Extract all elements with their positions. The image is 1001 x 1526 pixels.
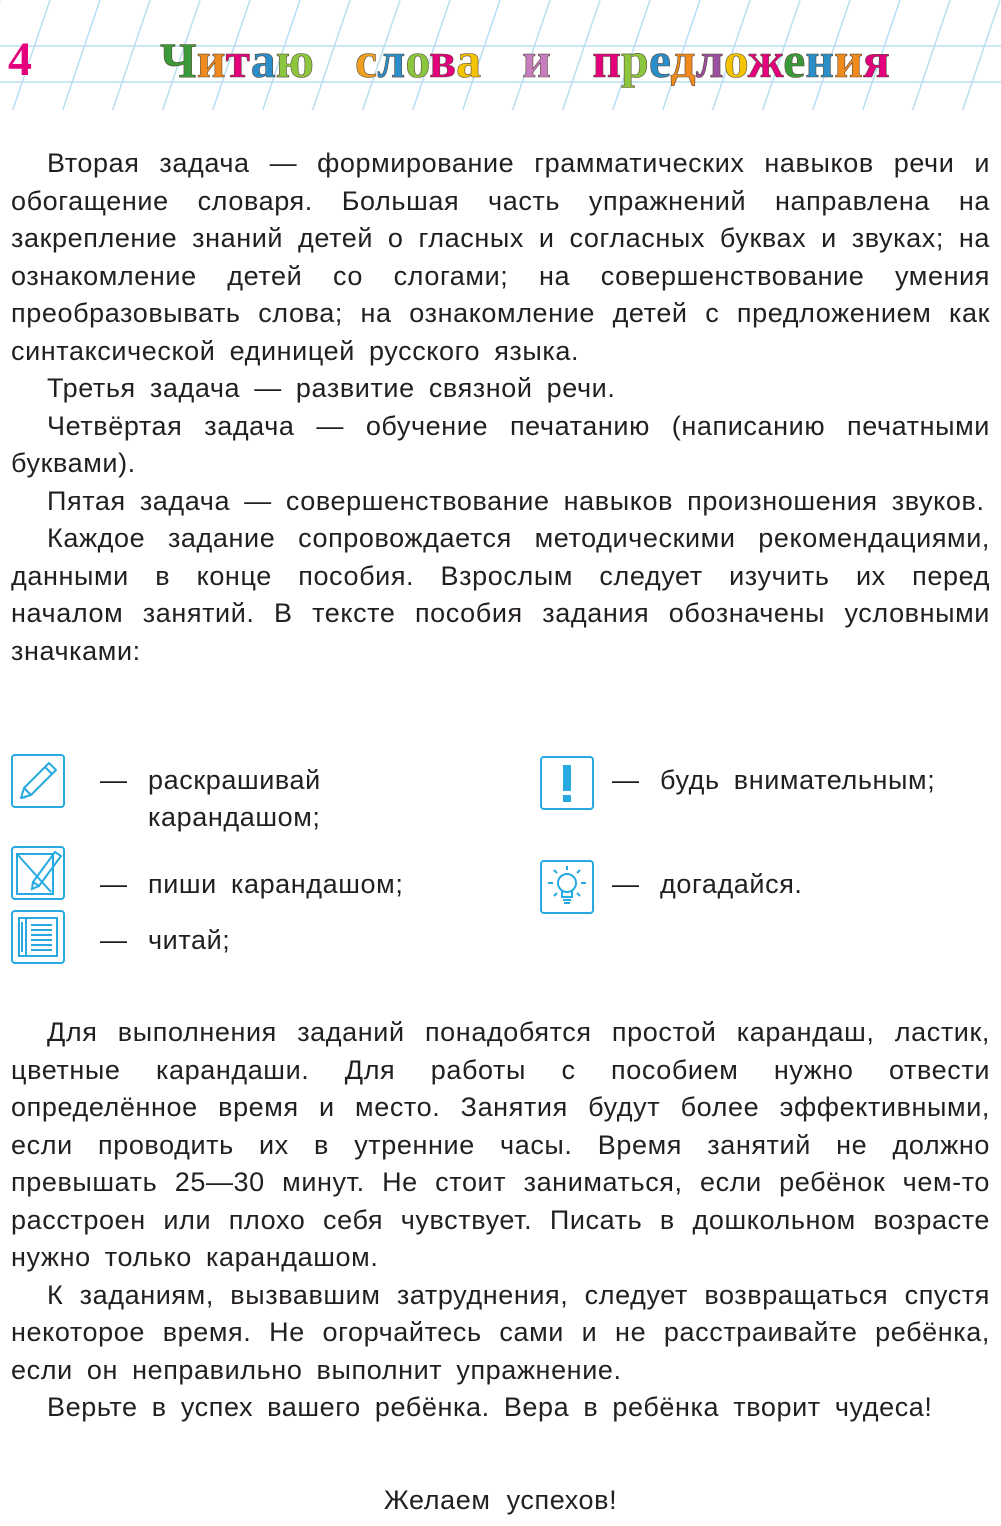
title-word — [355, 30, 481, 90]
title-letter: е — [783, 32, 806, 88]
title-letter: д — [670, 32, 696, 88]
legend-label: читай; — [148, 925, 231, 955]
title-letter: о — [405, 32, 430, 88]
paragraph: Каждое задание сопровождается методическими рекомендациями, данными в конце пособия. Взрослым следует изучить их перед началом занятий. В тексте пособия задания обозначены условными значками: — [11, 523, 990, 666]
page-number: 4 — [8, 33, 32, 86]
title-letter: л — [695, 32, 724, 88]
legend-dash: — — [612, 765, 639, 795]
page-title — [160, 30, 890, 90]
legend-label: раскрашивай — [148, 765, 321, 795]
title-letter: и — [196, 32, 226, 88]
title-letter: н — [805, 32, 835, 88]
legend-dash: — — [100, 869, 127, 899]
page-header — [0, 0, 1001, 110]
title-word — [160, 30, 314, 90]
icon-legend — [0, 748, 1001, 978]
paragraph: Вторая задача — формирование грамматических навыков речи и обогащение словаря. Большая часть упражнений направлена на закрепление знаний детей о гласных и согласных буквах и звуках; на ознакомление детей со слогами; на совершенствование умения преобразовывать слова; на ознакомление детей с предложением как синтаксической единицей русского языка. — [11, 148, 990, 366]
legend-dash: — — [100, 925, 127, 955]
title-letter: п — [592, 32, 621, 88]
title-letter: а — [456, 32, 482, 88]
exclamation-icon — [540, 756, 594, 810]
legend-label: будь внимательным; — [660, 765, 936, 795]
write-icon — [11, 846, 65, 900]
lightbulb-icon — [540, 860, 594, 914]
paragraph: Верьте в успех вашего ребёнка. Вера в ребёнка творит чудеса! — [47, 1392, 933, 1422]
paragraph: Третья задача — развитие связной речи. — [47, 373, 616, 403]
paragraph: Для выполнения заданий понадобятся простой карандаш, ластик, цветные карандаши. Для работы с пособием нужно отвести определённое время и место. Занятия будут более эффективными, если проводить их в утренние часы. Время занятий не должно превышать 25—30 минут. Не стоит заниматься, если ребёнок чем-то расстроен или плохо себя чувствует. Писать в дошкольном возрасте нужно только карандашом. — [11, 1017, 990, 1272]
paragraph: Пятая задача — совершенствование навыков произношения звуков. — [47, 485, 985, 516]
book-icon — [11, 910, 65, 964]
legend-dash: — — [612, 869, 639, 899]
title-word — [522, 30, 551, 90]
legend-label: догадайся. — [660, 869, 803, 899]
title-letter: ж — [747, 32, 784, 88]
title-letter: и — [522, 32, 552, 88]
paragraph: К заданиям, вызвавшим затруднения, следует возвращаться спустя некоторое время. Не огорчайтесь сами и не расстраивайте ребёнка, если он неправильно выполнит упражнение. — [11, 1279, 990, 1385]
title-letter: е — [648, 32, 671, 88]
title-letter: а — [250, 32, 276, 88]
title-letter: л — [377, 32, 406, 88]
title-letter: Ч — [160, 32, 197, 88]
intro-text — [11, 145, 990, 670]
paragraph: Четвёртая задача — обучение печатанию (написанию печатными буквами). — [11, 410, 990, 478]
title-letter: о — [723, 32, 748, 88]
pencil-icon — [11, 754, 65, 808]
title-letter: т — [225, 32, 251, 88]
title-letter: я — [862, 32, 890, 88]
legend-label: карандашом; — [148, 802, 321, 832]
title-word — [592, 30, 890, 90]
legend-label: пиши карандашом; — [148, 869, 404, 899]
title-letter: с — [355, 32, 378, 88]
title-letter: в — [429, 32, 457, 88]
title-letter: ю — [275, 32, 314, 88]
closing-wish: Желаем успехов! — [383, 1485, 618, 1515]
legend-dash: — — [100, 765, 127, 795]
instructions-text — [11, 1014, 990, 1427]
title-letter: и — [834, 32, 863, 88]
title-letter: р — [621, 32, 649, 88]
